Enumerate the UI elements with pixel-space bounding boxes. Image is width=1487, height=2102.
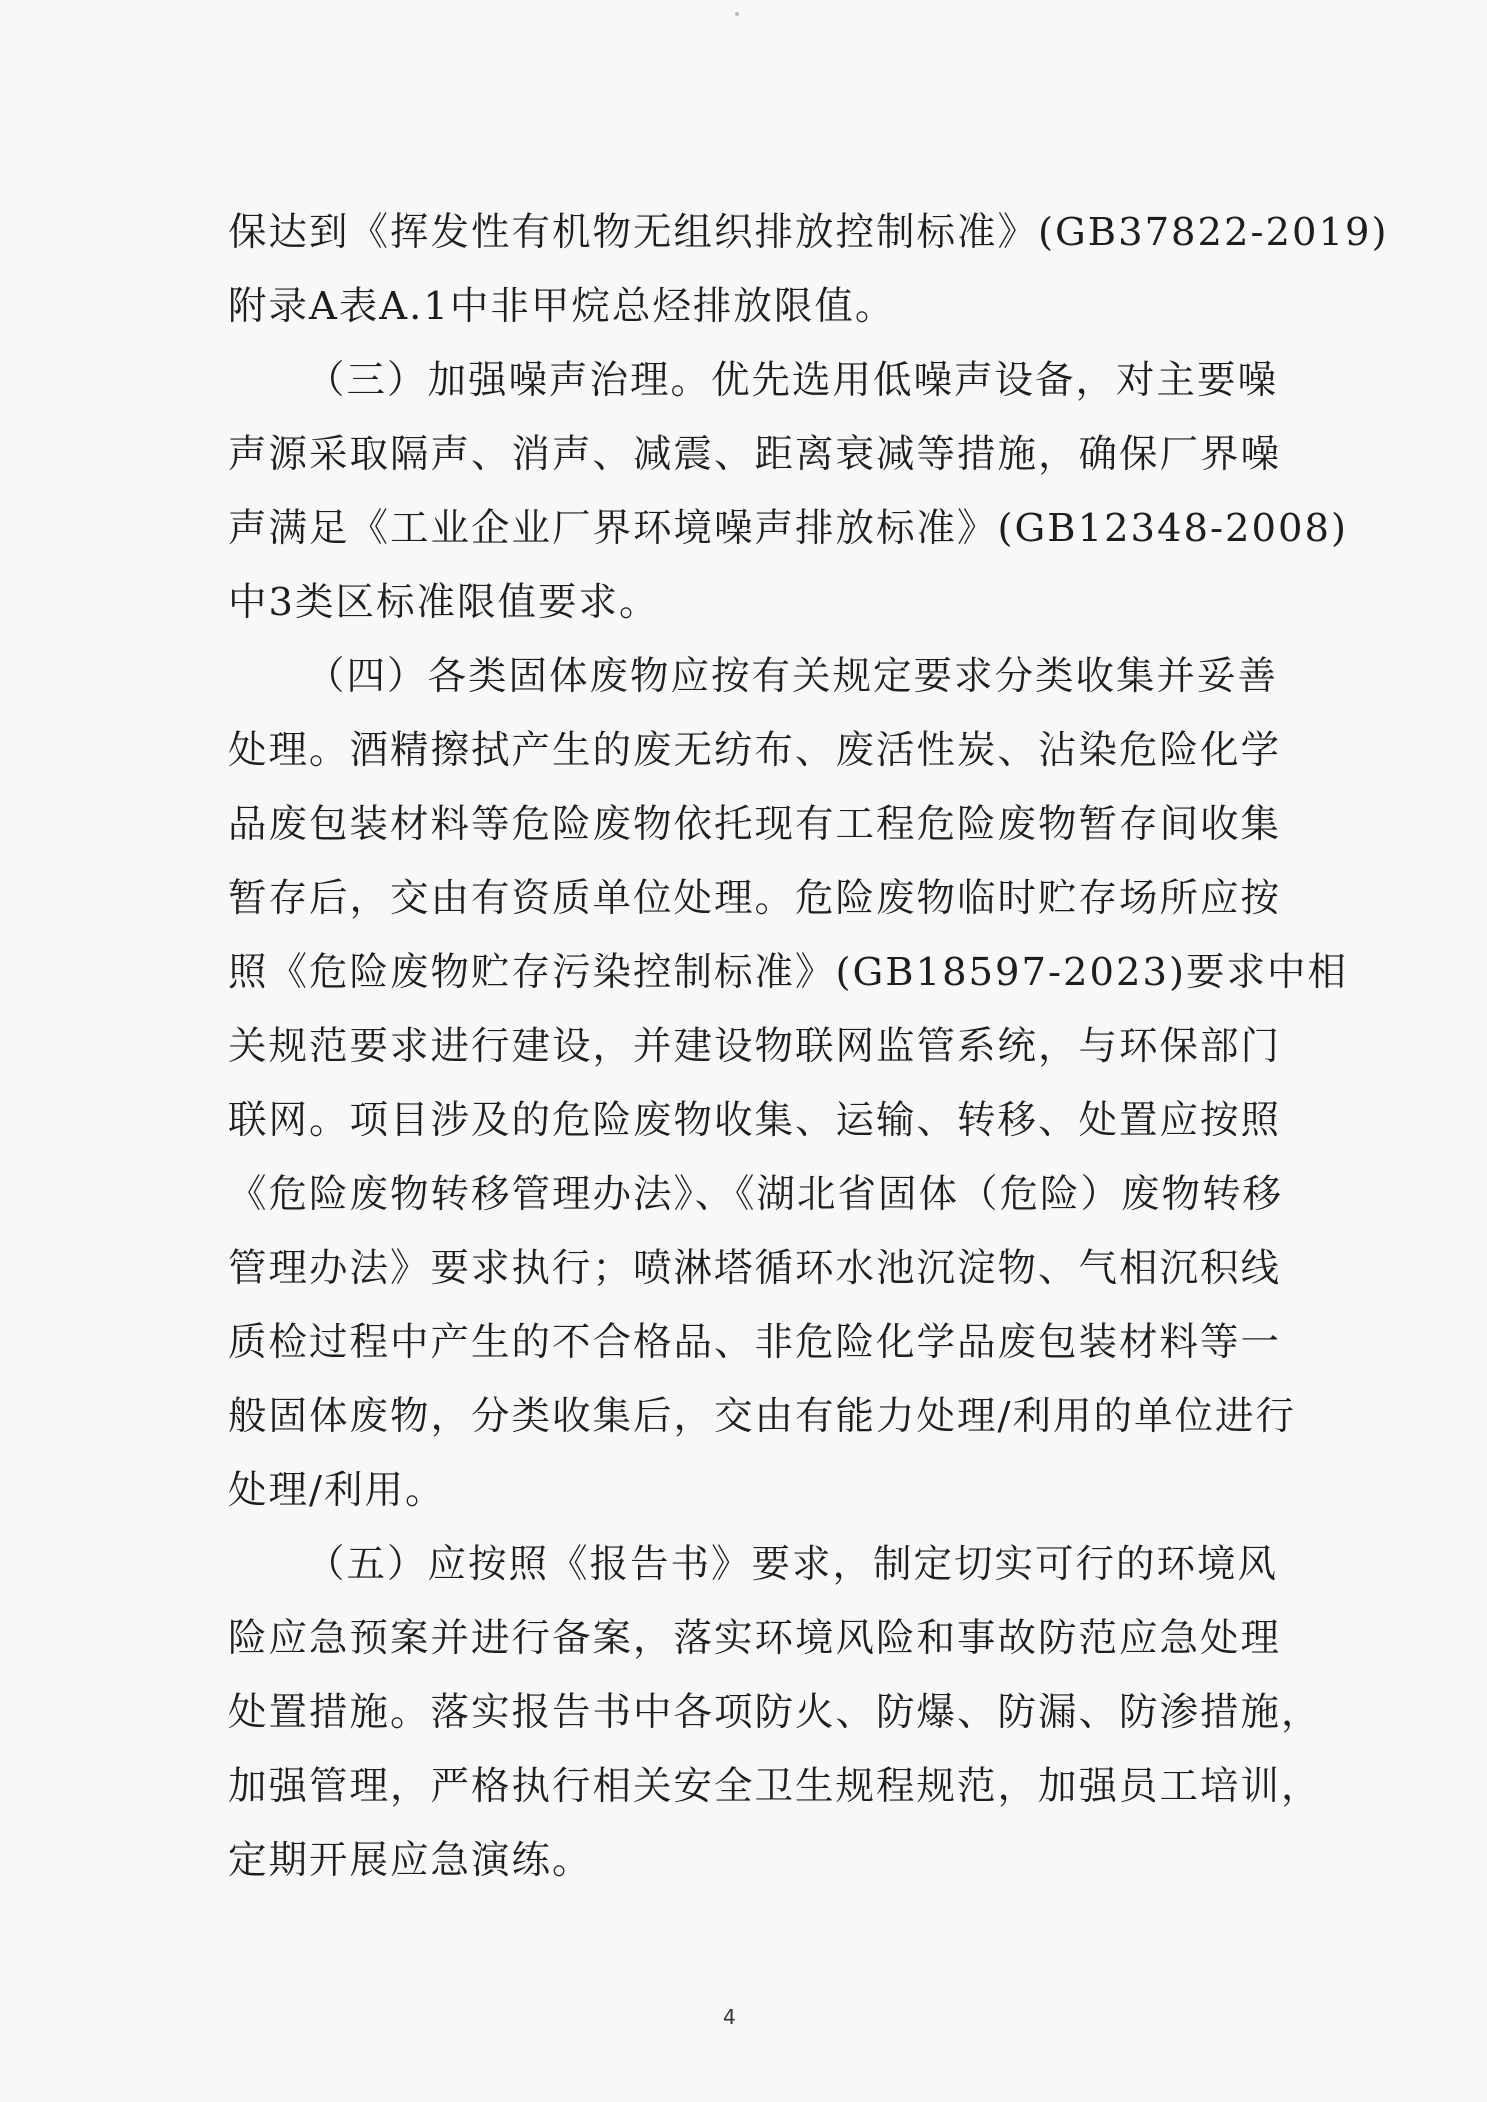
paragraph-noise [228,344,1349,640]
text-line: 照《危险废物贮存污染控制标准》(GB18597-2023)要求中相 [228,950,1349,995]
text-line: （五）应按照《报告书》要求，制定切实可行的环境风 [306,1542,1279,1587]
text-line: 质检过程中产生的不合格品、非危险化学品废包装材料等一 [228,1320,1282,1365]
text-line: 暂存后，交由有资质单位处理。危险废物临时贮存场所应按 [228,876,1282,921]
text-line: 险应急预案并进行备案，落实环境风险和事故防范应急处理 [228,1616,1282,1661]
text-line: 《危险废物转移管理办法》、《湖北省固体（危险）废物转移 [228,1172,1284,1217]
text-line: 联网。项目涉及的危险废物收集、运输、转移、处置应按照 [228,1098,1282,1143]
text-line: 般固体废物，分类收集后，交由有能力处理/利用的单位进行 [228,1394,1296,1439]
text-line: 处理/利用。 [228,1468,446,1513]
text-line: （三）加强噪声治理。优先选用低噪声设备，对主要噪 [306,358,1279,403]
text-line: 声满足《工业企业厂界环境噪声排放标准》(GB12348-2008) [228,506,1349,551]
text-line: （四）各类固体废物应按有关规定要求分类收集并妥善 [306,654,1279,699]
text-line: 保达到《挥发性有机物无组织排放控制标准》(GB37822-2019) [228,210,1389,255]
paragraph-risk [228,1528,1322,1898]
scan-speck [735,12,739,16]
text-line: 加强管理，严格执行相关安全卫生规程规范，加强员工培训， [228,1764,1322,1809]
text-line: 品废包装材料等危险废物依托现有工程危险废物暂存间收集 [228,802,1282,847]
text-line: 管理办法》要求执行；喷淋塔循环水池沉淀物、气相沉积线 [228,1246,1282,1291]
text-line: 关规范要求进行建设，并建设物联网监管系统，与环保部门 [228,1024,1282,1069]
text-line: 处置措施。落实报告书中各项防火、防爆、防漏、防渗措施， [228,1690,1322,1735]
text-line: 处理。酒精擦拭产生的废无纺布、废活性炭、沾染危险化学 [228,728,1282,773]
text-line: 声源采取隔声、消声、减震、距离衰减等措施，确保厂界噪 [228,432,1282,477]
page-number: 4 [723,2005,736,2029]
text-line: 附录A表A.1中非甲烷总烃排放限值。 [228,284,896,329]
paragraph-voc-continued [228,196,1389,344]
document-body [228,196,1389,1898]
text-line: 中3类区标准限值要求。 [228,580,660,625]
text-line: 定期开展应急演练。 [228,1838,593,1883]
paragraph-solid-waste [228,640,1349,1528]
